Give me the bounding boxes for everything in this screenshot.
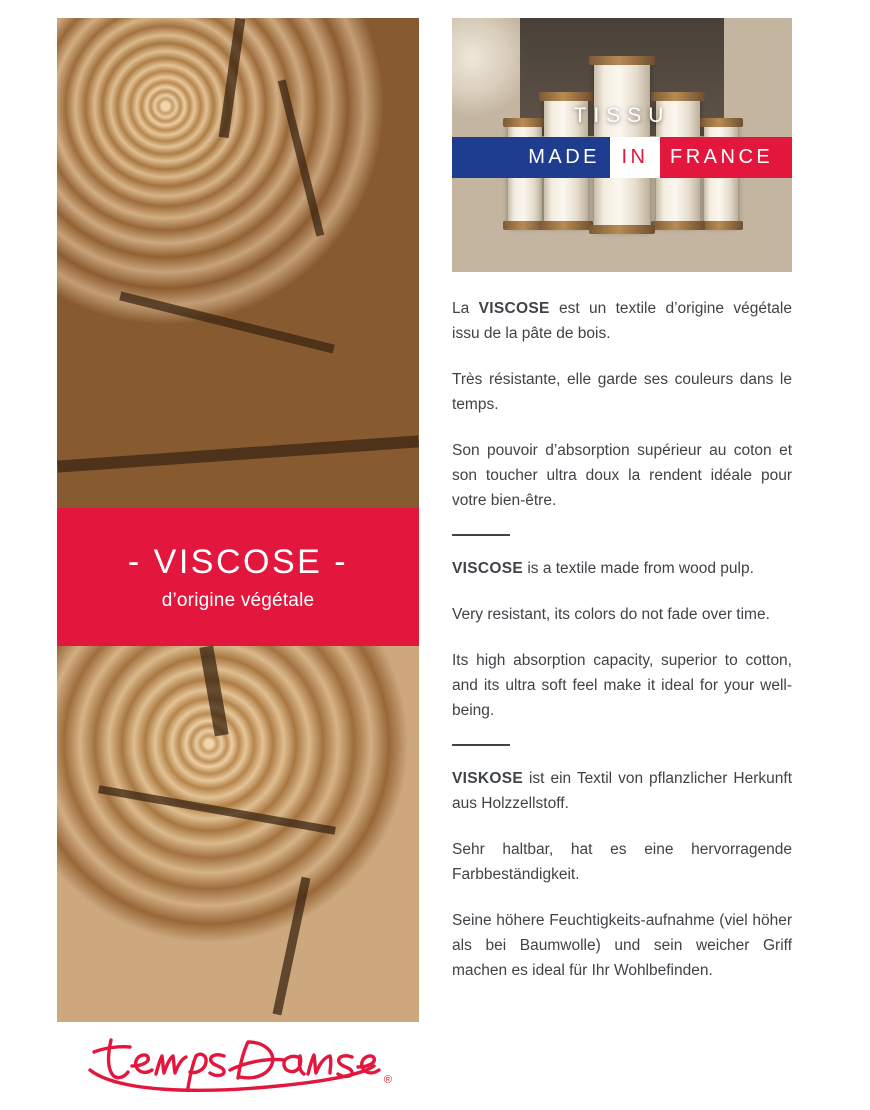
wood-crack <box>199 645 228 736</box>
paragraph-en-1 <box>452 556 792 581</box>
text-rest: is a textile made from wood pulp. <box>523 560 754 577</box>
section-divider <box>452 744 510 746</box>
keyword-viscose-en: VISCOSE <box>452 560 524 577</box>
badge-france: FRANCE <box>660 137 792 178</box>
paragraph-de-3 <box>452 908 792 983</box>
wood-crack <box>278 79 324 236</box>
text-lead: La <box>452 300 479 317</box>
wood-crack <box>119 292 335 354</box>
paragraph-de-2 <box>452 837 792 887</box>
brand-logo <box>78 1030 398 1098</box>
paragraph-en-3 <box>452 648 792 723</box>
paragraph-fr-2 <box>452 367 792 417</box>
paragraph-en-2 <box>452 602 792 627</box>
text-rest: est un textile d’origine végétale issu de la pâte de bois. <box>452 300 792 342</box>
text-rest: Its high absorption capacity, superior to cotton, and its ultra soft feel make it ideal for your well-being. <box>452 652 792 719</box>
paragraph-de-1 <box>452 766 792 816</box>
viscose-title: - VISCOSE - <box>127 542 349 581</box>
keyword-viscose-fr: VISCOSE <box>478 300 550 317</box>
text-rest: Very resistant, its colors do not fade over time. <box>452 606 770 623</box>
text-rest: Très résistante, elle garde ses couleurs dans le temps. <box>452 371 792 413</box>
wood-photo-top <box>57 18 419 508</box>
wood-crack <box>273 877 311 1016</box>
right-content-panel <box>452 18 792 983</box>
made-in-france-badge <box>452 137 792 178</box>
badge-in: IN <box>610 137 660 178</box>
paragraph-fr-3 <box>452 438 792 513</box>
section-divider <box>452 534 510 536</box>
text-rest: Seine höhere Feuchtigkeits-aufnahme (viel höher als bei Baumwolle) und sein weicher Griff machen es ideal für Ihr Wohlbefinden. <box>452 912 792 979</box>
wood-crack <box>57 435 419 472</box>
wood-crack <box>219 18 246 138</box>
wood-crack <box>98 785 336 835</box>
tempsdanse-logo-icon <box>78 1030 398 1098</box>
hero-image <box>452 18 792 272</box>
text-rest: Son pouvoir d’absorption supérieur au coton et son toucher ultra doux la rendent idéale pour votre bien-être. <box>452 442 792 509</box>
viscose-subtitle: d’origine végétale <box>161 589 315 611</box>
registered-mark: ® <box>383 1074 392 1086</box>
paragraph-fr-1 <box>452 296 792 346</box>
keyword-viskose-de: VISKOSE <box>452 770 524 787</box>
description-text <box>452 296 792 983</box>
wood-photo-bottom <box>57 646 419 1022</box>
text-rest: Sehr haltbar, hat es eine hervorragende Farbbeständigkeit. <box>452 841 792 883</box>
hero-overline: TISSU <box>573 104 671 127</box>
text-rest: ist ein Textil von pflanzlicher Herkunft aus Holzzellstoff. <box>452 770 792 812</box>
badge-made: MADE <box>452 137 610 178</box>
left-image-panel <box>57 18 419 1022</box>
viscose-title-band <box>57 508 419 646</box>
